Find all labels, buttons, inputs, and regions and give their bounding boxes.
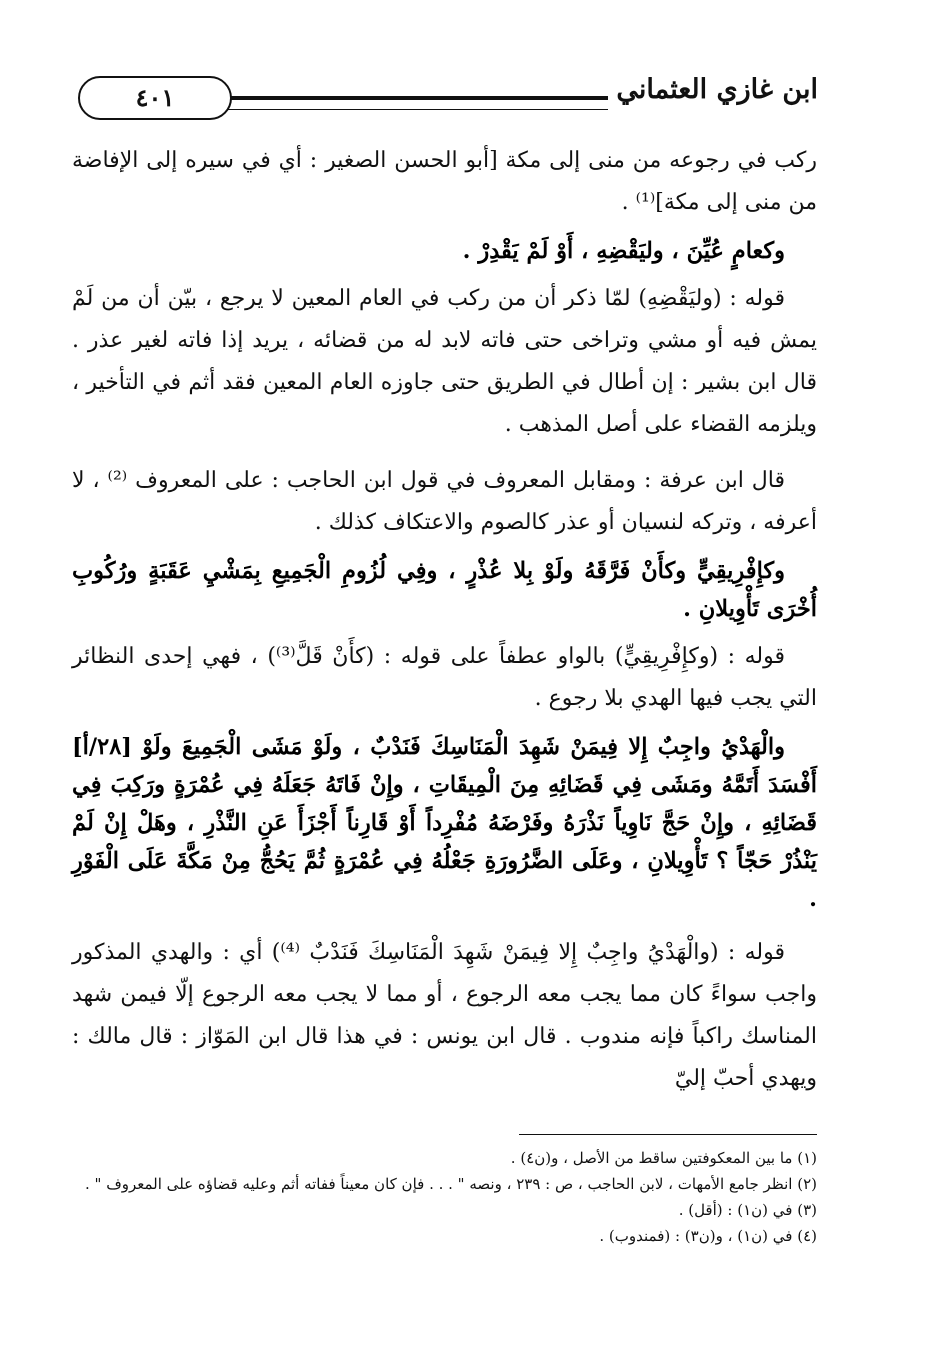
- matn-paragraph: والْهَدْيُ واجِبٌ إِلا فِيمَنْ شَهِدَ الْمَنَاسِكَ فَنَدْبٌ ، ولَوْ مَشَى الْجَمِيعَ ولَوْ [٢٨/أ] أَفْسَدَ أَتَمَّهُ ومَشَى فِي قَضَائِهِ مِنَ الْمِيقَاتِ ، وإِنْ فَاتَهُ جَعَلَهُ فِي عُمْرَةٍ ورَكِبَ فِي قَضَائِهِ ، وإِنْ حَجَّ نَاوِياً نَذْرَهُ وفَرْضَهُ مُفْرِداً أَوْ قَارِناً أَجْزَأَ عَنِ النَّذْرِ ، وهَلْ إِنْ لَمْ يَنْذُرْ حَجّاً ؟ تَأْوِيلانِ ، وعَلَى الضَّرُورَةِ جَعْلُهُ فِي عُمْرَةٍ ثُمَّ يَحُجُّ مِنْ مَكَّةَ عَلَى الْفَوْرِ .: [72, 734, 817, 912]
- header-rule: [222, 96, 608, 110]
- footnote: (٤) في (ن١) ، و(ن٣) : (فمندوب) .: [599, 1227, 817, 1245]
- footnote: (٣) في (ن١) : (أقل) .: [678, 1201, 817, 1219]
- footnote-separator: [519, 1134, 817, 1135]
- commentary-paragraph: قوله : (وليَقْضِهِ) لمّا ذكر أن من ركب في العام المعين لا يرجع ، بيّن أن من لَمْ يمش فيه أو مشي وتراخى حتى فاته لابد له من قضائه ، يريد إذا فاته لغير عذر . قال ابن بشير : إن أطال في الطريق حتى جاوزه العام المعين فقد أثم في التأخير ، ويلزمه القضاء على أصل المذهب .: [72, 286, 817, 437]
- commentary-paragraph: قوله : (وكإِفْرِيقِيٍّ) بالواو عطفاً على قوله : (كأَنْ قَلَّ⁽³⁾) ، فهي إحدى النظائر التي يجب فيها الهدي بلا رجوع .: [72, 644, 817, 711]
- matn-paragraph: وكعامٍ عُيِّنَ ، وليَقْضِهِ ، أَوْ لَمْ يَقْدِرْ .: [462, 238, 785, 264]
- matn-paragraph: وكإِفْرِيقِيٍّ وكأَنْ فَرَّقَهُ ولَوْ بِلا عُذْرٍ ، وفِي لُزُومِ الْجَمِيعِ بِمَشْيِ عَقَبَةٍ ورُكُوبِ أُخْرَى تَأْوِيلانِ .: [72, 558, 817, 622]
- commentary-paragraph: قوله : (والْهَدْيُ واجِبٌ إِلا فِيمَنْ شَهِدَ الْمَنَاسِكَ فَنَدْبٌ ⁽⁴⁾) أي : والهدي المذكور واجب سواءً كان مما يجب معه الرجوع ، أو مما لا يجب معه الرجوع إلّا فيمن شهد المناسك راكباً فإنه مندوب . قال ابن يونس : في هذا قال ابن المَوّاز : قال مالك : ويهدي أحبّ إليّ: [72, 940, 817, 1091]
- running-title: ابن غازي العثماني: [616, 74, 818, 105]
- commentary-paragraph: ركب في رجوعه من منى إلى مكة [أبو الحسن الصغير : أي في سيره إلى الإفاضة من منى إلى مكة]⁽¹⁾ .: [72, 148, 817, 215]
- footnotes: [72, 1145, 817, 1249]
- footnote: (١) ما بين المعكوفتين ساقط من الأصل ، و(ن٤) .: [510, 1149, 817, 1167]
- commentary-paragraph: قال ابن عرفة : ومقابل المعروف في قول ابن الحاجب : على المعروف ⁽²⁾ ، لا أعرفه ، وتركه لنسيان أو عذر كالصوم والاعتكاف كذلك .: [72, 468, 817, 535]
- footnote: (٢) انظر جامع الأمهات ، لابن الحاجب ، ص : ٢٣٩ ، ونصه " . . . فإن كان معيناً ففاته أثم وعليه قضاؤه على المعروف " .: [85, 1175, 817, 1193]
- main-text: [72, 140, 817, 1100]
- page-number: ٤٠١: [78, 76, 232, 120]
- page-header: [72, 70, 818, 130]
